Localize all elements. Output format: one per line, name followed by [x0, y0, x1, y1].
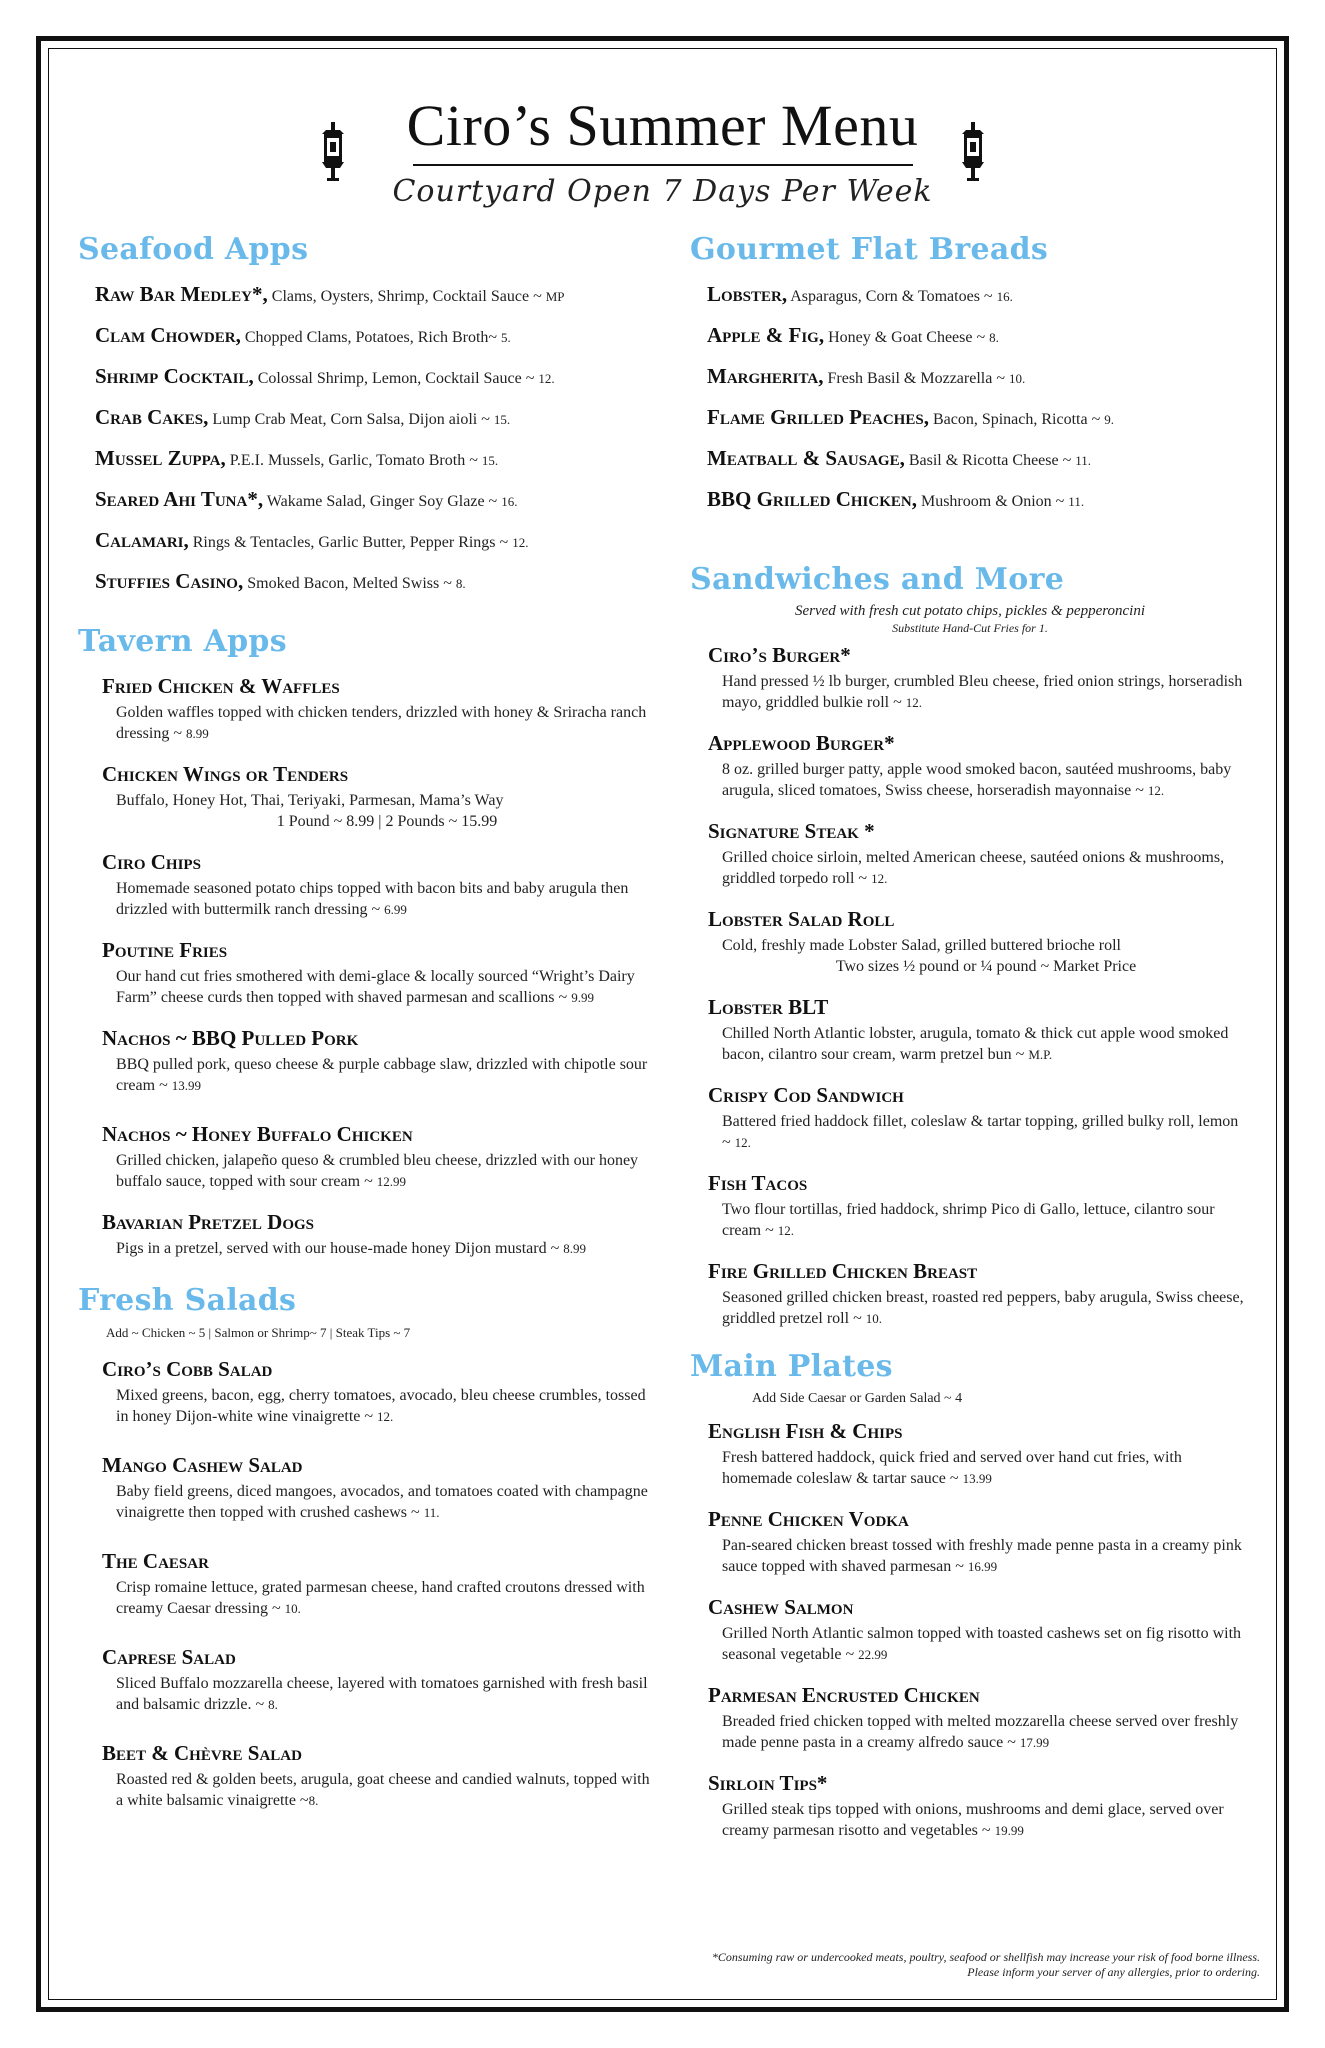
item-price: 12. [734, 1135, 751, 1150]
item-name: Raw Bar Medley*, [95, 282, 268, 306]
list-item [690, 323, 1250, 364]
list-item [690, 1257, 1250, 1329]
item-name: Signature Steak * [708, 819, 875, 843]
list-item [690, 1169, 1250, 1241]
item-name: The Caesar [102, 1549, 209, 1573]
item-name: Parmesan Encrusted Chicken [708, 1683, 980, 1707]
list-item [690, 1081, 1250, 1153]
list-item [78, 672, 658, 744]
item-name: Nachos ~ BBQ Pulled Pork [102, 1026, 359, 1050]
list-item [690, 1593, 1250, 1665]
item-name: Sirloin Tips* [708, 1771, 828, 1795]
item-price: 9.99 [571, 990, 594, 1005]
item-price: 11. [1075, 453, 1092, 468]
item-name: Applewood Burger* [708, 731, 895, 755]
item-name: Caprese Salad [102, 1645, 236, 1669]
item-description: Sliced Buffalo mozzarella cheese, layered with tomatoes garnished with fresh basil and balsamic drizzle. ~ [116, 1675, 648, 1713]
main-plates-list [690, 1417, 1250, 1841]
item-description: Seasoned grilled chicken breast, roasted red peppers, baby arugula, Swiss cheese, griddled pretzel roll ~ [722, 1289, 1244, 1327]
item-price: 11. [1068, 494, 1085, 509]
menu-header [0, 92, 1325, 212]
item-name: Calamari, [95, 528, 189, 552]
item-name: Cashew Salmon [708, 1595, 854, 1619]
item-description: Colossal Shrimp, Lemon, Cocktail Sauce ~ [253, 370, 539, 387]
item-price: 10. [1008, 371, 1026, 386]
list-item [78, 760, 658, 832]
sandwiches-substitute-note: Substitute Hand-Cut Fries for 1. [892, 621, 1048, 635]
item-price: 8.99 [563, 1241, 586, 1256]
item-price: 13.99 [962, 1471, 992, 1486]
tavern-apps-list [78, 672, 658, 1259]
item-name: Lobster BLT [708, 995, 829, 1019]
list-item [78, 1451, 658, 1523]
item-description: Pan-seared chicken breast tossed with freshly made penne pasta in a creamy pink sauce topped with shaved parmesan ~ [722, 1537, 1242, 1575]
section-title-seafood-apps: Seafood Apps [78, 232, 309, 267]
list-item [78, 1120, 658, 1192]
item-description: Pigs in a pretzel, served with our house-made honey Dijon mustard ~ [116, 1240, 564, 1257]
item-price: 8. [268, 1697, 278, 1712]
item-description: Our hand cut fries smothered with demi-glace & locally sourced “Wright’s Dairy Farm” cheese curds then topped with shaved parmesan and scallions ~ [116, 968, 635, 1006]
list-item [78, 1739, 658, 1811]
section-title-main-plates: Main Plates [690, 1349, 893, 1384]
item-name: Mussel Zuppa, [95, 446, 226, 470]
item-name: Meatball & Sausage, [707, 446, 905, 470]
main-plates-addon: Add Side Caesar or Garden Salad ~ 4 [752, 1391, 963, 1406]
section-title-sandwiches: Sandwiches and More [690, 562, 1065, 597]
item-description: Grilled steak tips topped with onions, mushrooms and demi glace, served over creamy parmesan risotto and vegetables ~ [722, 1801, 1224, 1839]
list-item [78, 323, 658, 364]
list-item [78, 1024, 658, 1096]
list-item [78, 487, 658, 528]
item-name: Fish Tacos [708, 1171, 808, 1195]
item-price: 10. [284, 1601, 301, 1616]
item-description: Two flour tortillas, fried haddock, shrimp Pico di Gallo, lettuce, cilantro sour cream ~ [722, 1201, 1215, 1239]
item-name: Margherita, [707, 364, 824, 388]
list-item [690, 282, 1250, 323]
list-item [78, 282, 658, 323]
item-description: Hand pressed ½ lb burger, crumbled Bleu cheese, fried onion strings, horseradish mayo, griddled bulkie roll ~ [722, 673, 1243, 711]
list-item [690, 905, 1250, 977]
item-name: Crab Cakes, [95, 405, 209, 429]
item-price: 8. [455, 576, 466, 591]
item-name: Chicken Wings or Tenders [102, 762, 349, 786]
list-item [78, 1547, 658, 1619]
item-description: Grilled North Atlantic salmon topped with toasted cashews set on fig risotto with seasonal vegetable ~ [722, 1625, 1242, 1663]
item-description: P.E.I. Mussels, Garlic, Tomato Broth ~ [225, 452, 482, 469]
item-name: Mango Cashew Salad [102, 1453, 303, 1477]
item-description: Lump Crab Meat, Corn Salsa, Dijon aioli ~ [208, 411, 494, 428]
list-item [690, 364, 1250, 405]
fresh-salads-list [78, 1355, 658, 1811]
list-item [78, 364, 658, 405]
section-title-flat-breads: Gourmet Flat Breads [690, 232, 1049, 267]
item-price: 13.99 [171, 1078, 201, 1093]
left-column [78, 228, 658, 1827]
item-price: 12. [512, 535, 529, 550]
item-description: Breaded fried chicken topped with melted mozzarella cheese served over freshly made penne pasta in a creamy alfredo sauce ~ [722, 1713, 1239, 1751]
item-price: 12. [377, 1409, 394, 1424]
item-price: 8. [989, 330, 999, 345]
item-description: Bacon, Spinach, Ricotta ~ [928, 411, 1105, 428]
item-price: 12.99 [376, 1174, 406, 1189]
item-name: Penne Chicken Vodka [708, 1507, 909, 1531]
item-name: Fire Grilled Chicken Breast [708, 1259, 978, 1283]
item-description: Smoked Bacon, Melted Swiss ~ [243, 575, 456, 592]
item-price: MP [545, 289, 565, 304]
sandwiches-list [690, 641, 1250, 1329]
item-price: 8.99 [185, 726, 209, 741]
item-name: BBQ Grilled Chicken, [707, 487, 917, 511]
list-item [690, 993, 1250, 1065]
item-name: Fried Chicken & Waffles [102, 674, 340, 698]
item-price: 19.99 [994, 1823, 1024, 1838]
list-item [78, 1643, 658, 1715]
page-title: Ciro’s Summer Menu [406, 93, 919, 158]
item-price: 8. [308, 1793, 319, 1808]
item-price: 12. [538, 371, 555, 386]
list-item [78, 936, 658, 1008]
list-item [78, 446, 658, 487]
item-description: Golden waffles topped with chicken tenders, drizzled with honey & Sriracha ranch dressing ~ [116, 704, 647, 742]
item-name: Crispy Cod Sandwich [708, 1083, 904, 1107]
item-description: Asparagus, Corn & Tomatoes ~ [787, 288, 997, 305]
item-description: Baby field greens, diced mangoes, avocados, and tomatoes coated with champagne vinaigrette then topped with crushed cashews ~ [116, 1483, 648, 1521]
item-price: 10. [865, 1311, 882, 1326]
item-name: Poutine Fries [102, 938, 228, 962]
item-description: Fresh Basil & Mozzarella ~ [823, 370, 1009, 387]
item-description: Buffalo, Honey Hot, Thai, Teriyaki, Parmesan, Mama’s Way [116, 792, 504, 809]
item-description: Basil & Ricotta Cheese ~ [904, 452, 1076, 469]
right-column [690, 228, 1250, 1857]
item-description: BBQ pulled pork, queso cheese & purple cabbage slaw, drizzled with chipotle sour cream ~ [116, 1056, 648, 1094]
list-item [690, 405, 1250, 446]
allergy-disclaimer: *Consuming raw or undercooked meats, poultry, seafood or shellfish may increase your risk of food borne illness. Please inform your server of any allergies, prior to ordering. [711, 1950, 1260, 1979]
list-item [78, 405, 658, 446]
item-name: Lobster, [707, 282, 788, 306]
item-description: Roasted red & golden beets, arugula, goat cheese and candied walnuts, topped with a white balsamic vinaigrette ~ [116, 1771, 650, 1809]
item-price: 5. [501, 330, 511, 345]
item-price: 6.99 [384, 902, 407, 917]
item-description: Honey & Goat Cheese ~ [824, 329, 990, 346]
item-description: Fresh battered haddock, quick fried and served over hand cut fries, with homemade coleslaw & tartar sauce ~ [722, 1449, 1182, 1487]
item-description: Rings & Tentacles, Garlic Butter, Pepper Rings ~ [188, 534, 513, 551]
item-price: 12. [1147, 783, 1165, 798]
item-price: 16.99 [967, 1559, 998, 1574]
item-description: Chopped Clams, Potatoes, Rich Broth~ [240, 329, 502, 346]
item-description: Battered fried haddock fillet, coleslaw & tartar topping, grilled bulky roll, lemon ~ [722, 1113, 1239, 1151]
sandwiches-note: Served with fresh cut potato chips, pickles & pepperoncini [794, 603, 1146, 619]
item-price: 12. [777, 1223, 794, 1238]
list-item [690, 1681, 1250, 1753]
item-price: 17.99 [1019, 1735, 1050, 1750]
list-item [78, 1355, 658, 1427]
item-name: Nachos ~ Honey Buffalo Chicken [102, 1122, 413, 1146]
list-item [690, 641, 1250, 713]
item-name: Apple & Fig, [707, 323, 825, 347]
item-description: Grilled choice sirloin, melted American cheese, sautéed onions & mushrooms, griddled torpedo roll ~ [722, 849, 1225, 887]
item-description: Clams, Oysters, Shrimp, Cocktail Sauce ~ [267, 288, 546, 305]
item-price: M.P. [1028, 1047, 1053, 1062]
seafood-apps-list [78, 282, 658, 610]
page-subtitle: Courtyard Open 7 Days Per Week [392, 174, 933, 209]
list-item [690, 446, 1250, 487]
item-name: Flame Grilled Peaches, [707, 405, 929, 429]
item-price: 11. [423, 1505, 440, 1520]
item-description: 8 oz. grilled burger patty, apple wood smoked bacon, sautéed mushrooms, baby arugula, sliced tomatoes, Swiss cheese, horseradish mayonnaise ~ [722, 761, 1232, 799]
section-title-tavern-apps: Tavern Apps [78, 624, 287, 659]
title-divider [413, 164, 913, 166]
item-name: Lobster Salad Roll [708, 907, 895, 931]
item-description: Mushroom & Onion ~ [916, 493, 1069, 510]
item-name: Ciro’s Burger* [708, 643, 851, 667]
item-name: Seared Ahi Tuna*, [95, 487, 264, 511]
item-price: 15. [481, 453, 499, 468]
item-description: Grilled chicken, jalapeño queso & crumbled bleu cheese, drizzled with our honey buffalo sauce, topped with sour cream ~ [116, 1152, 639, 1190]
item-name: Bavarian Pretzel Dogs [102, 1210, 314, 1234]
salad-addons: Add ~ Chicken ~ 5 | Salmon or Shrimp~ 7 | Steak Tips ~ 7 [106, 1325, 411, 1340]
item-description: Mixed greens, bacon, egg, cherry tomatoes, avocado, bleu cheese crumbles, tossed in honey Dijon-white wine vinaigrette ~ [116, 1387, 646, 1425]
item-name: Ciro Chips [102, 850, 201, 874]
item-price: 12. [905, 695, 922, 710]
item-sizes: Two sizes ½ pound or ¼ pound ~ Market Price [835, 958, 1137, 975]
list-item [690, 817, 1250, 889]
item-description: Cold, freshly made Lobster Salad, grilled buttered brioche roll [722, 937, 1121, 954]
list-item [690, 1505, 1250, 1577]
item-name: Ciro’s Cobb Salad [102, 1357, 273, 1381]
item-name: English Fish & Chips [708, 1419, 903, 1443]
item-price: 9. [1104, 412, 1114, 427]
section-title-fresh-salads: Fresh Salads [78, 1283, 297, 1318]
item-sizes: 1 Pound ~ 8.99 | 2 Pounds ~ 15.99 [276, 813, 498, 830]
list-item [690, 1769, 1250, 1841]
list-item [690, 487, 1250, 528]
item-description: Wakame Salad, Ginger Soy Glaze ~ [263, 493, 502, 510]
item-price: 22.99 [858, 1647, 888, 1662]
item-price: 16. [501, 494, 518, 509]
item-name: Stuffies Casino, [95, 569, 244, 593]
item-name: Shrimp Cocktail, [95, 364, 254, 388]
item-price: 16. [996, 289, 1013, 304]
item-price: 12. [871, 871, 888, 886]
list-item [690, 1417, 1250, 1489]
item-name: Clam Chowder, [95, 323, 241, 347]
item-name: Beet & Chèvre Salad [102, 1741, 302, 1765]
list-item [78, 848, 658, 920]
item-description: Homemade seasoned potato chips topped with bacon bits and baby arugula then drizzled with buttermilk ranch dressing ~ [116, 880, 629, 918]
list-item [78, 1208, 658, 1259]
item-description: Chilled North Atlantic lobster, arugula, tomato & thick cut apple wood smoked bacon, cilantro sour cream, warm pretzel bun ~ [722, 1025, 1229, 1063]
flat-breads-list [690, 282, 1250, 528]
item-price: 15. [493, 412, 511, 427]
item-description: Crisp romaine lettuce, grated parmesan cheese, hand crafted croutons dressed with creamy Caesar dressing ~ [116, 1579, 645, 1617]
list-item [78, 528, 658, 569]
list-item [690, 729, 1250, 801]
list-item [78, 569, 658, 610]
